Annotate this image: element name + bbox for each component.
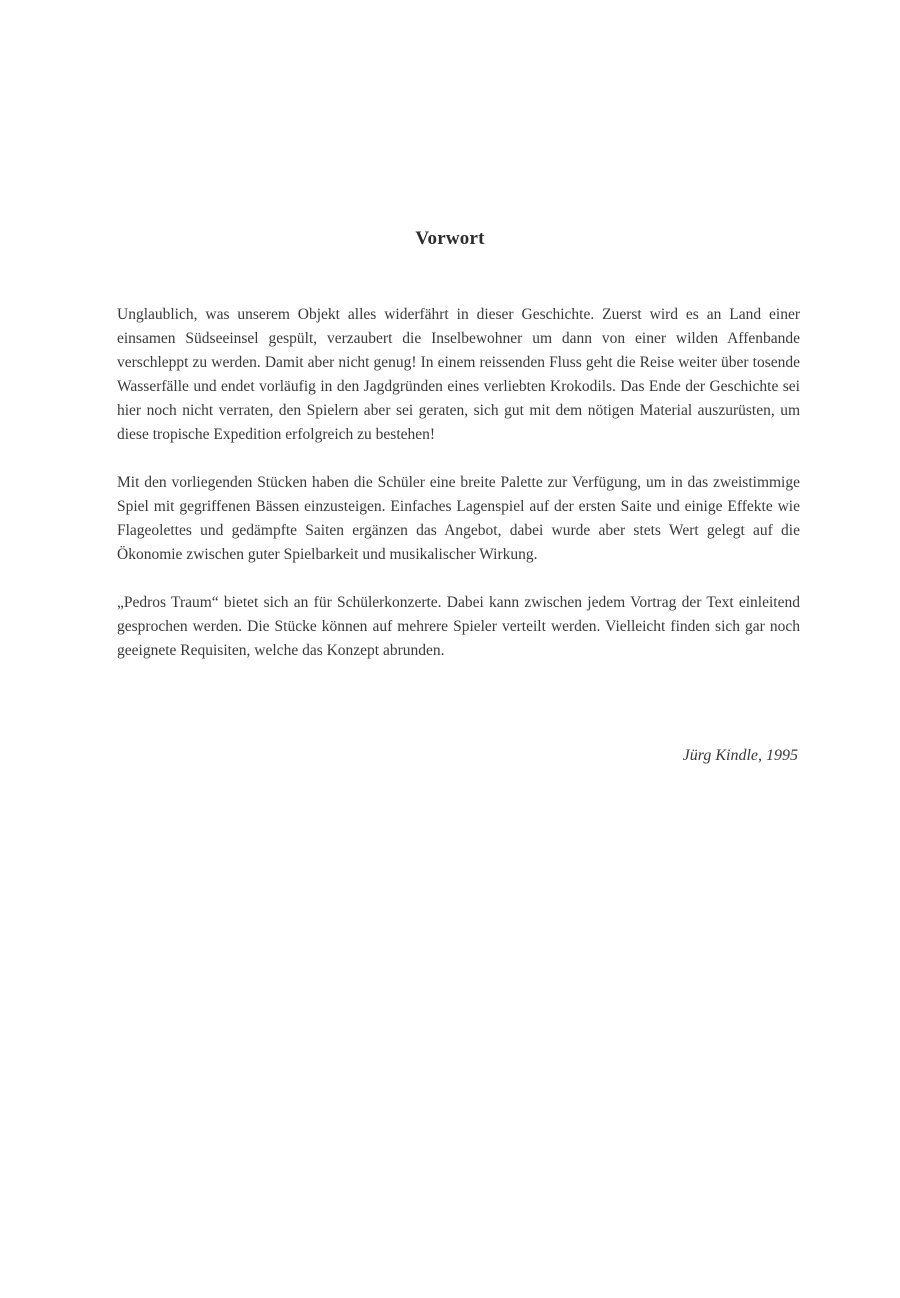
paragraph-content: Mit den vorliegenden Stücken haben die Schüler eine breite Palette zur Verfügung, um in das zweistimmige Spiel mit gegriffenen Bässen einzusteigen. Einfaches Lagenspiel auf der ersten Saite und einige Effekte wie Flageolettes und gedämpfte Saiten ergänzen das Angebot, dabei wurde aber stets Wert gelegt auf die Ökonomie zwischen guter Spielbarkeit und musikalischer Wirkung. [117, 474, 800, 563]
paragraph-performance: „Pedros Traum“ bietet sich an für Schülerkonzerte. Dabei kann zwischen jedem Vortrag der Text einleitend gesprochen werden. Die Stücke können auf mehrere Spieler verteilt werden. Vielleicht finden sich gar noch geeignete Requisiten, welche das Konzept abrunden. [117, 594, 800, 659]
body-text [117, 303, 800, 687]
paragraph-intro: Unglaublich, was unserem Objekt alles widerfährt in dieser Geschichte. Zuerst wird es an Land einer einsamen Südseeinsel gespült, verzaubert die Inselbewohner um dann von einer wilden Affenbande verschleppt zu werden. Damit aber nicht genug! In einem reissenden Fluss geht die Reise weiter über tosende Wasserfälle und endet vorläufig in den Jagdgründen eines verliebten Krokodils. Das Ende der Geschichte sei hier noch nicht verraten, den Spielern aber sei geraten, sich gut mit dem nötigen Material auszurüsten, um diese tropische Expedition erfolgreich zu bestehen! [117, 306, 800, 443]
signature: Jürg Kindle, 1995 [682, 747, 798, 764]
page-title: Vorwort [415, 228, 485, 249]
